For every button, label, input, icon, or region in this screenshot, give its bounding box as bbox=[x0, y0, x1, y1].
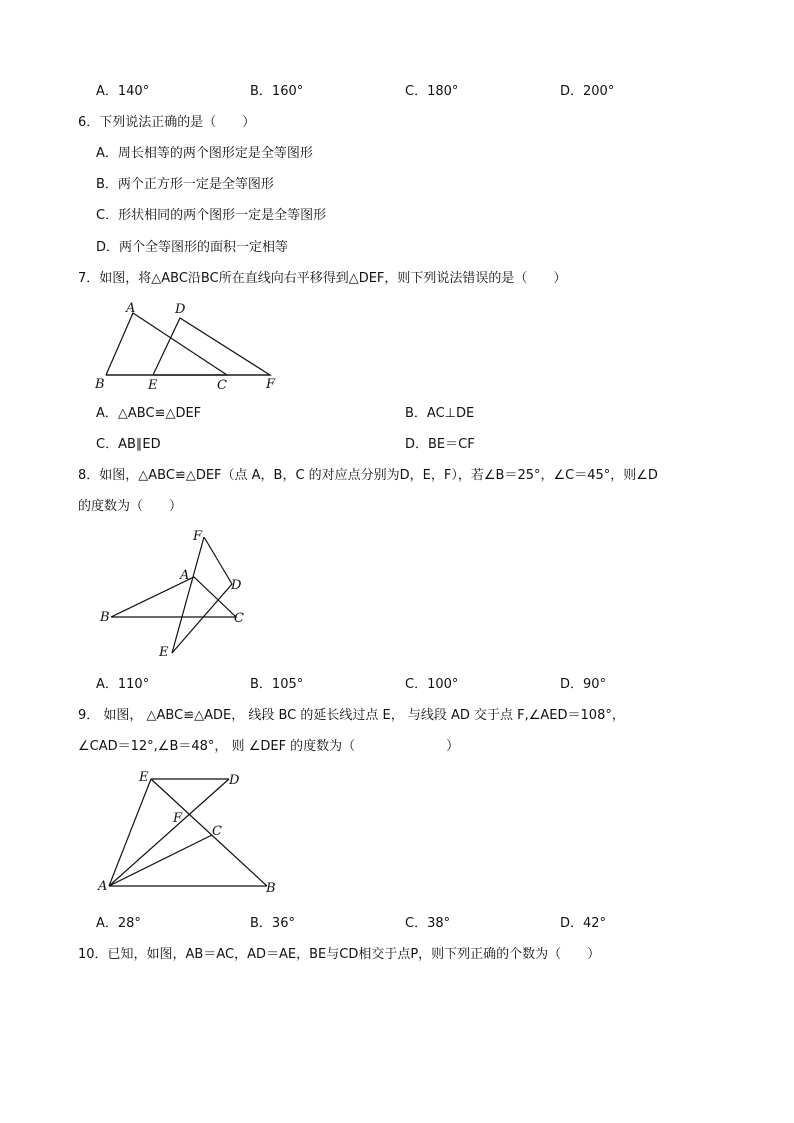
q7-figure bbox=[90, 298, 290, 393]
q6-option-b: B．两个正方形一定是全等图形 bbox=[96, 177, 274, 192]
q7-label-e: E bbox=[148, 378, 158, 393]
q8-option-a: A．110° bbox=[96, 677, 150, 692]
q8-label-b: B bbox=[100, 610, 110, 625]
q7-label-d: D bbox=[175, 302, 186, 317]
q8-label-e: E bbox=[159, 645, 169, 660]
q9-label-c: C bbox=[212, 824, 222, 839]
q7-label-b: B bbox=[95, 377, 105, 392]
q8-option-b: B．105° bbox=[250, 677, 304, 692]
q8-option-d: D．90° bbox=[560, 677, 607, 692]
q5-option-a: A．140° bbox=[96, 84, 150, 99]
q9-stem-line2: ∠CAD＝12°,∠B＝48°， 则 ∠DEF 的度数为（ ） bbox=[78, 739, 460, 754]
q7-label-f: F bbox=[266, 377, 276, 392]
q8-label-f: F bbox=[193, 529, 203, 544]
q6-stem: 6．下列说法正确的是（ ） bbox=[78, 115, 256, 130]
q5-option-d: D．200° bbox=[560, 84, 615, 99]
q8-label-c: C bbox=[234, 611, 244, 626]
q8-option-c: C．100° bbox=[405, 677, 459, 692]
q7-label-c: C bbox=[217, 378, 227, 393]
q7-stem: 7．如图，将△ABC沿BC所在直线向右平移得到△DEF，则下列说法错误的是（ ） bbox=[78, 271, 567, 286]
q9-option-c: C．38° bbox=[405, 916, 451, 931]
q9-option-d: D．42° bbox=[560, 916, 607, 931]
q8-stem-line1: 8．如图，△ABC≌△DEF（点 A，B，C 的对应点分别为D，E，F），若∠B＝25°，∠C＝45°，则∠D bbox=[78, 468, 658, 483]
q7-triangle-def bbox=[153, 318, 270, 375]
q9-option-a: A．28° bbox=[96, 916, 141, 931]
q9-option-b: B．36° bbox=[250, 916, 295, 931]
q7-option-c: C．AB∥ED bbox=[96, 437, 161, 452]
q9-label-e: E bbox=[139, 770, 149, 785]
q8-triangle-def bbox=[172, 537, 232, 653]
q6-option-a: A．周长相等的两个图形定是全等图形 bbox=[96, 146, 313, 161]
q9-label-a: A bbox=[98, 879, 108, 894]
q8-label-d: D bbox=[231, 578, 242, 593]
q9-label-b: B bbox=[266, 881, 276, 896]
q7-label-a: A bbox=[126, 301, 136, 316]
q9-label-f: F bbox=[173, 811, 183, 826]
q9-segment-ae bbox=[109, 779, 151, 886]
q7-triangle-abc bbox=[106, 313, 227, 375]
q9-figure bbox=[95, 765, 295, 895]
q8-figure bbox=[95, 525, 255, 665]
q8-stem-line2: 的度数为（ ） bbox=[78, 499, 183, 514]
q7-option-d: D．BE＝CF bbox=[405, 437, 475, 452]
q6-option-c: C．形状相同的两个图形一定是全等图形 bbox=[96, 208, 327, 223]
q6-option-d: D．两个全等图形的面积一定相等 bbox=[96, 240, 289, 255]
q9-label-d: D bbox=[229, 773, 240, 788]
q8-triangle-abc bbox=[111, 577, 236, 617]
q8-label-a: A bbox=[180, 568, 190, 583]
q7-option-a: A．△ABC≌△DEF bbox=[96, 406, 202, 421]
q10-stem: 10．已知，如图，AB＝AC，AD＝AE，BE与CD相交于点P，则下列正确的个数为（ ） bbox=[78, 947, 601, 962]
q5-option-b: B．160° bbox=[250, 84, 304, 99]
q9-segment-ac bbox=[109, 835, 212, 886]
q9-stem-line1: 9． 如图， △ABC≌△ADE， 线段 BC 的延长线过点 E， 与线段 AD 交于点 F,∠AED＝108°， bbox=[78, 708, 625, 723]
q5-option-c: C．180° bbox=[405, 84, 459, 99]
q7-option-b: B．AC⊥DE bbox=[405, 406, 475, 421]
